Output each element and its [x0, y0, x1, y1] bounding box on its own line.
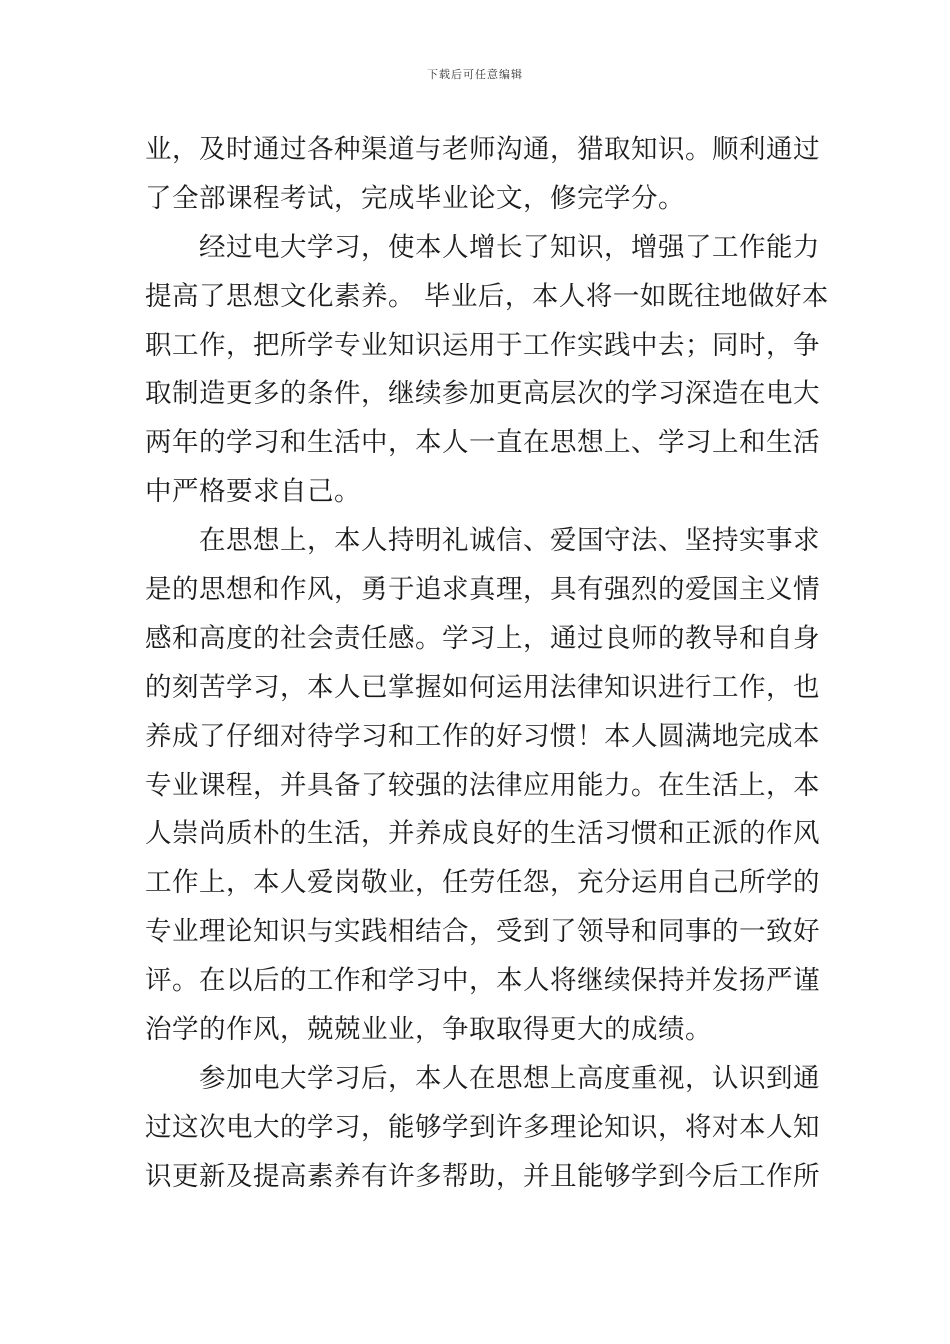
- paragraph-start-line: 在思想上，本人持明礼诚信、爱国守法、坚持实事求: [199, 525, 820, 557]
- paragraph-start-line: 参加电大学习后，本人在思想上高度重视，认识到通: [199, 1062, 820, 1094]
- text-line: 治学的作风，兢兢业业，争取取得更大的成绩。: [145, 1014, 712, 1046]
- text-line: 养成了仔细对待学习和工作的好习惯！本人圆满地完成本: [145, 720, 820, 752]
- text-line: 专业理论知识与实践相结合，受到了领导和同事的一致好: [145, 916, 820, 948]
- text-line: 职工作，把所学专业知识运用于工作实践中去；同时，争: [145, 329, 820, 361]
- text-line: 过这次电大的学习，能够学到许多理论知识，将对本人知: [145, 1111, 820, 1143]
- text-line: 识更新及提高素养有许多帮助，并且能够学到今后工作所: [145, 1160, 820, 1192]
- text-line: 取制造更多的条件，继续参加更高层次的学习深造在电大: [145, 378, 820, 410]
- text-line: 人崇尚质朴的生活，并养成良好的生活习惯和正派的作风: [145, 818, 820, 850]
- page-header: 下载后可任意编辑: [427, 68, 523, 81]
- text-line: 提高了思想文化素养。 毕业后，本人将一如既往地做好本: [145, 280, 829, 312]
- text-line: 业，及时通过各种渠道与老师沟通，猎取知识。顺利通过: [145, 134, 820, 165]
- document-body: [145, 126, 829, 1202]
- paragraph-start-line: 经过电大学习，使本人增长了知识，增强了工作能力: [199, 231, 820, 263]
- text-line: 评。在以后的工作和学习中，本人将继续保持并发扬严谨: [145, 965, 820, 997]
- text-line: 两年的学习和生活中，本人一直在思想上、学习上和生活: [145, 427, 820, 459]
- text-line: 了全部课程考试，完成毕业论文，修完学分。: [145, 182, 685, 214]
- text-line: 中严格要求自己。: [145, 476, 361, 508]
- text-line: 的刻苦学习，本人已掌握如何运用法律知识进行工作，也: [145, 671, 820, 703]
- text-line: 是的思想和作风，勇于追求真理，具有强烈的爱国主义情: [145, 574, 820, 606]
- text-line: 感和高度的社会责任感。学习上，通过良师的教导和自身: [145, 622, 820, 654]
- text-line: 工作上，本人爱岗敬业，任劳任怨，充分运用自己所学的: [145, 867, 820, 899]
- text-line: 专业课程，并具备了较强的法律应用能力。在生活上，本: [145, 769, 820, 801]
